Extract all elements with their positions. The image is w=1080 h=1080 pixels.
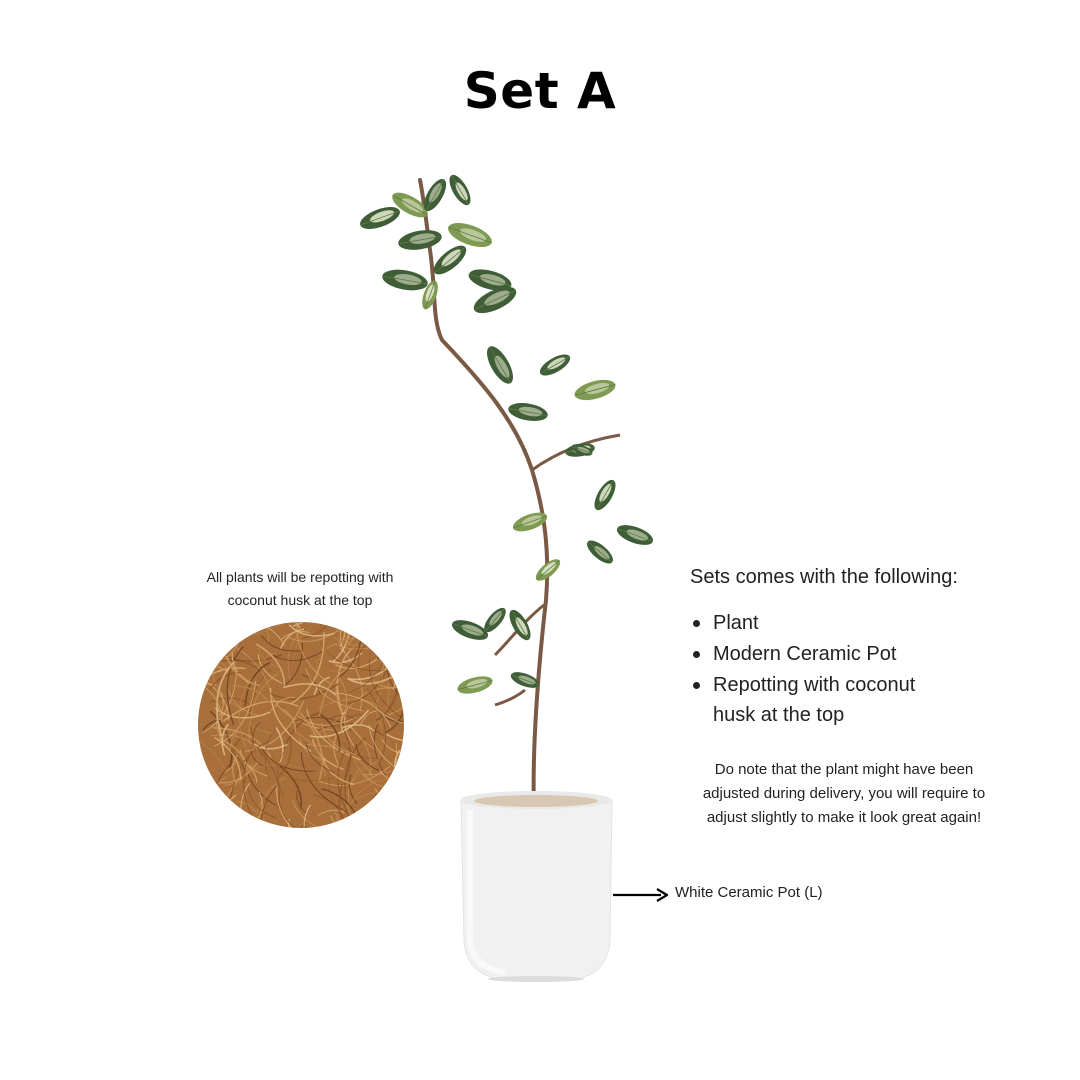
husk-fiber [236, 622, 256, 633]
delivery-note [674, 758, 1014, 830]
leaf [614, 521, 655, 549]
leaf [357, 203, 403, 234]
white-ceramic-pot [460, 791, 612, 982]
husk-fiber [198, 622, 231, 642]
leaf [449, 616, 490, 644]
list-item [690, 608, 990, 638]
list-item-text-continued: husk at the top [713, 704, 845, 726]
husk-fiber [225, 819, 254, 828]
list-item-text: Plant [713, 612, 759, 634]
sets-list [690, 608, 990, 731]
husk-fiber [224, 622, 230, 625]
note-line-2: adjusted during delivery, you will require to [702, 785, 986, 802]
husk-fiber [198, 672, 199, 696]
plant-branch [495, 690, 525, 705]
plant-in-pot-image [320, 150, 680, 990]
bullet-icon [693, 682, 700, 689]
bullet-icon [693, 651, 700, 658]
husk-fiber [198, 649, 201, 694]
leaf [572, 376, 617, 404]
husk-fiber [198, 776, 208, 782]
note-line-1: Do note that the plant might have been [714, 761, 974, 778]
leaf [583, 537, 616, 568]
leaf [537, 350, 574, 379]
note-line-3: adjust slightly to make it look great again! [706, 809, 982, 826]
husk-caption-line-1: All plants will be repotting with [206, 569, 394, 585]
list-item-text: Modern Ceramic Pot [713, 643, 897, 665]
leaf [397, 227, 444, 253]
plant-illustration [320, 150, 680, 990]
leaf [381, 266, 430, 293]
sets-heading: Sets comes with the following: [690, 566, 958, 588]
husk-fiber [198, 772, 210, 789]
leaf [481, 604, 510, 635]
list-item [690, 670, 990, 730]
plant-leaves [357, 172, 655, 697]
leaf [590, 477, 619, 514]
leaf [482, 342, 518, 387]
bullet-icon [693, 620, 700, 627]
husk-fiber [198, 632, 217, 664]
leaf [456, 673, 495, 697]
list-item-text: Repotting with coconut [713, 674, 916, 696]
list-item [690, 639, 990, 669]
husk-fiber [204, 622, 236, 629]
pot-label: White Ceramic Pot (L) [675, 884, 823, 901]
arrow-right-icon [611, 886, 671, 904]
page-title: Set A [463, 62, 617, 120]
leaf [445, 172, 474, 209]
husk-fiber [206, 623, 257, 634]
leaf [429, 241, 470, 280]
leaf [445, 218, 495, 252]
husk-caption-line-2: coconut husk at the top [227, 592, 373, 608]
husk-fiber [198, 668, 210, 676]
leaf [507, 400, 549, 423]
